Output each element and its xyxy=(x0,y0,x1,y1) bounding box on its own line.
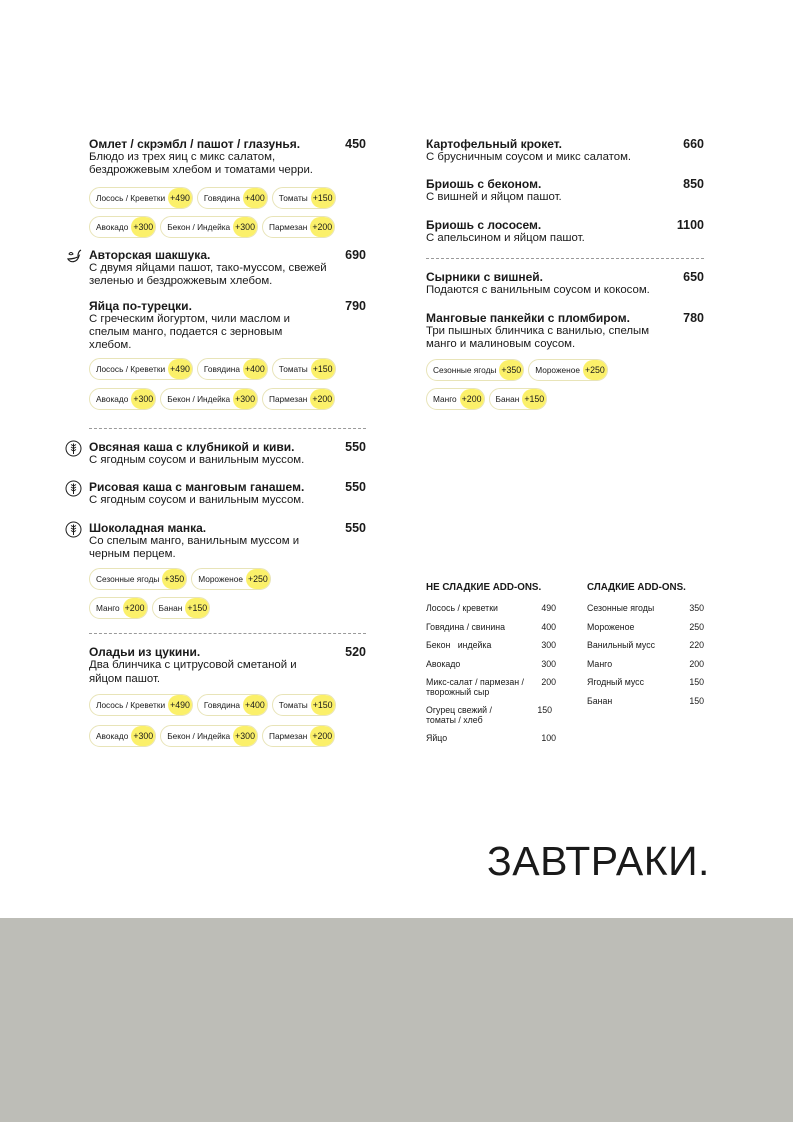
addon-line: Ванильный мусс 220 xyxy=(587,640,704,650)
item-description: С двумя яйцами пашот, тако-муссом, свежей зеленью и бездрожжевым хлебом. xyxy=(89,261,327,288)
page-heading: ЗАВТРАКИ. xyxy=(487,838,710,884)
addon-pill: Банан +150 xyxy=(152,597,211,619)
item-title: Овсяная каша с клубникой и киви. xyxy=(89,439,295,454)
item-title: Картофельный крокет. xyxy=(426,137,562,151)
item-title: Оладьи из цукини. xyxy=(89,645,201,660)
section-divider xyxy=(89,633,366,634)
addon-pill: Бекон / Индейка +300 xyxy=(160,725,258,747)
addon-pill: Авокадо +300 xyxy=(89,216,156,238)
wheat-icon xyxy=(65,521,82,538)
addon-row xyxy=(426,388,704,410)
addon-row xyxy=(89,358,366,380)
addon-pill: Лосось / Креветки +490 xyxy=(89,187,193,209)
addon-line: Микс-салат / пармезан / творожный сыр 200 xyxy=(426,677,556,697)
item-title: Авторская шакшука. xyxy=(89,247,211,262)
item-description: С брусничным соусом и микс салатом. xyxy=(426,151,632,163)
item-price: 450 xyxy=(345,137,366,151)
menu-item-oatmeal xyxy=(89,440,366,467)
addon-line: Сезонные ягоды 350 xyxy=(587,603,704,613)
item-description: Два блинчика с цитрусовой сметаной и яйцом пашот. xyxy=(89,659,297,685)
item-price: 550 xyxy=(345,520,366,535)
addon-pill: Томаты +150 xyxy=(272,187,336,209)
addon-row xyxy=(89,725,366,747)
left-menu-column xyxy=(89,137,366,747)
item-title: Бриошь с беконом. xyxy=(426,177,542,192)
addon-line: Авокадо 300 xyxy=(426,659,556,669)
addon-pill: Манго +200 xyxy=(89,597,148,619)
item-description: Блюдо из трех яиц с микс салатом, бездрожжевым хлебом и томатами черри. xyxy=(89,151,313,177)
chili-pepper-icon xyxy=(65,248,82,265)
menu-item-rice-porridge xyxy=(89,480,366,507)
addon-pill: Говядина +400 xyxy=(197,358,268,380)
addon-line: Яйцо 100 xyxy=(426,733,556,743)
addon-row xyxy=(89,568,366,590)
item-price: 850 xyxy=(683,177,704,192)
menu-item-omelet xyxy=(89,137,366,238)
addon-row xyxy=(89,187,366,209)
addon-pill: Сезонные ягоды +350 xyxy=(426,359,524,381)
sweet-addons-title: СЛАДКИЕ ADD-ONS. xyxy=(587,582,686,593)
item-price: 650 xyxy=(683,270,704,285)
menu-item-syrniki xyxy=(426,270,704,297)
addon-pill: Бекон / Индейка +300 xyxy=(160,216,258,238)
addon-pill: Лосось / Креветки +490 xyxy=(89,694,193,716)
item-description: С апельсином и яйцом пашот. xyxy=(426,231,585,244)
menu-item-shakshuka xyxy=(89,248,366,289)
menu-item-brioche-salmon xyxy=(426,218,704,245)
sweet-addons-list xyxy=(587,603,704,714)
savory-addons-title: НЕ СЛАДКИЕ ADD-ONS. xyxy=(426,582,542,593)
menu-item-zucchini-fritters xyxy=(89,645,366,747)
item-price: 690 xyxy=(345,247,366,262)
item-title: Манговые панкейки с пломбиром. xyxy=(426,310,630,325)
addon-line: Ягодный мусс 150 xyxy=(587,677,704,687)
addon-line: Огурец свежий / томаты / хлеб 150 xyxy=(426,705,552,725)
item-price: 550 xyxy=(345,480,366,495)
section-divider xyxy=(426,258,704,259)
addon-pill: Авокадо +300 xyxy=(89,725,156,747)
wheat-icon xyxy=(65,440,82,457)
item-description: С ягодным соусом и ванильным муссом. xyxy=(89,453,305,466)
addon-row xyxy=(89,694,366,716)
addon-pill: Мороженое +250 xyxy=(528,359,608,381)
addon-pill: Говядина +400 xyxy=(197,187,268,209)
addon-line: Манго 200 xyxy=(587,659,704,669)
savory-addons-list xyxy=(426,603,556,747)
menu-item-potato-croquette xyxy=(426,137,704,164)
addon-pill: Томаты +150 xyxy=(272,694,336,716)
addon-line: Бекон индейка 300 xyxy=(426,640,556,650)
addon-row xyxy=(89,597,366,619)
footer-band xyxy=(0,918,793,1122)
addon-pill: Авокадо +300 xyxy=(89,388,156,410)
addon-pill: Пармезан +200 xyxy=(262,216,335,238)
item-price: 780 xyxy=(683,310,704,325)
menu-item-mango-pancakes xyxy=(426,311,704,411)
menu-item-chocolate-semolina xyxy=(89,521,366,620)
addon-pill: Томаты +150 xyxy=(272,358,336,380)
addon-pill: Мороженое +250 xyxy=(191,568,271,590)
menu-item-brioche-bacon xyxy=(426,177,704,204)
addon-line: Лосось / креветки 490 xyxy=(426,603,556,613)
right-menu-column xyxy=(426,137,704,410)
item-title: Рисовая каша с манговым ганашем. xyxy=(89,480,305,495)
addon-pill: Пармезан +200 xyxy=(262,388,335,410)
item-price: 520 xyxy=(345,645,366,660)
item-price: 1100 xyxy=(676,217,704,232)
addon-line: Говядина / свинина 400 xyxy=(426,622,556,632)
item-description: С греческим йогуртом, чили маслом и спелым манго, подается с зерновым хлебом. xyxy=(89,312,291,352)
item-title: Омлет / скрэмбл / пашот / глазунья. xyxy=(89,137,301,151)
addon-pill: Бекон / Индейка +300 xyxy=(160,388,258,410)
item-description: Три пышных блинчика с ванилью, спелым манго и малиновым соусом. xyxy=(426,324,650,351)
addon-row xyxy=(426,359,704,381)
item-title: Яйца по-турецки. xyxy=(89,298,192,313)
item-title: Шоколадная манка. xyxy=(89,520,207,535)
menu-item-turkish-eggs xyxy=(89,299,366,410)
item-description: С ягодным соусом и ванильным муссом. xyxy=(89,494,305,507)
addon-line: Банан 150 xyxy=(587,696,704,706)
section-divider xyxy=(89,428,366,429)
item-title: Бриошь с лососем. xyxy=(426,217,542,232)
item-description: Подаются с ванильным соусом и кокосом. xyxy=(426,284,650,297)
item-price: 660 xyxy=(683,137,704,151)
wheat-icon xyxy=(65,480,82,497)
item-price: 790 xyxy=(345,298,366,313)
addon-pill: Банан +150 xyxy=(489,388,548,410)
item-title: Сырники с вишней. xyxy=(426,270,543,285)
addon-line: Мороженое 250 xyxy=(587,622,704,632)
addon-pill: Манго +200 xyxy=(426,388,485,410)
addon-pill: Пармезан +200 xyxy=(262,725,335,747)
item-description: Со спелым манго, ванильным муссом и черным перцем. xyxy=(89,534,300,561)
addon-pill: Говядина +400 xyxy=(197,694,268,716)
item-description: С вишней и яйцом пашот. xyxy=(426,191,562,204)
addon-pill: Лосось / Креветки +490 xyxy=(89,358,193,380)
addon-pill: Сезонные ягоды +350 xyxy=(89,568,187,590)
item-price: 550 xyxy=(345,439,366,454)
addon-row xyxy=(89,216,366,238)
addon-row xyxy=(89,388,366,410)
